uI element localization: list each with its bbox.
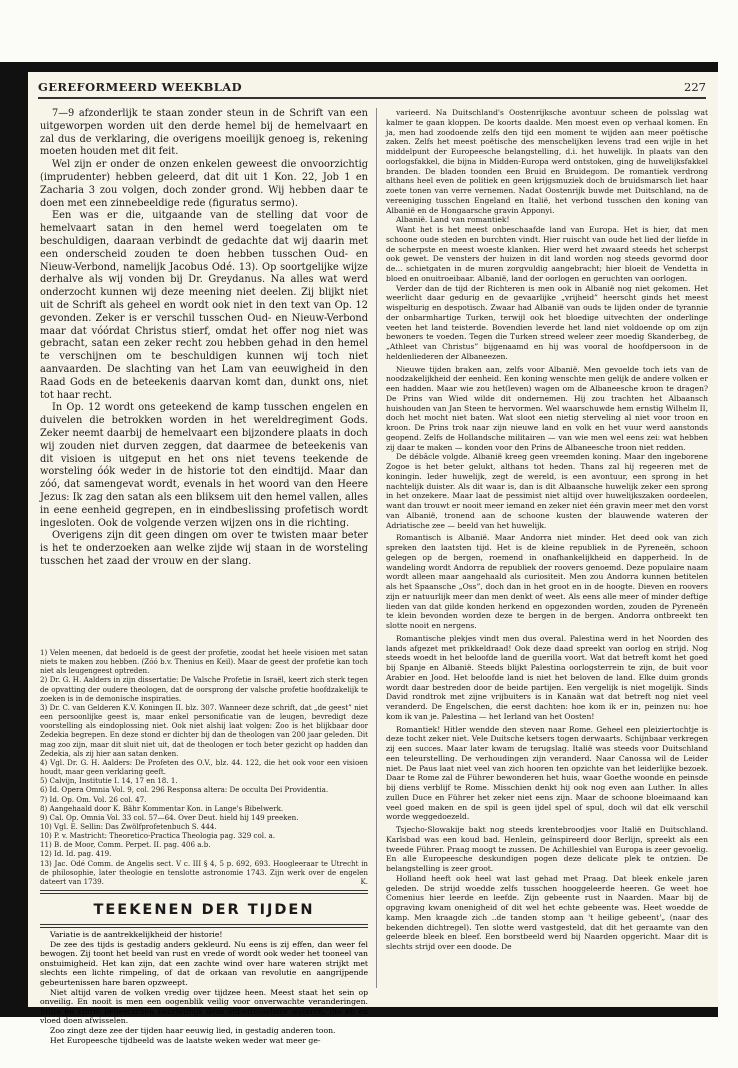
heading-rule-bottom [40,924,368,928]
article-paragraph: Holland heeft ook heel wat last gehad met Praag. Dat bleek enkele jaren geleden. De strijd woedde zelfs tusschen hooggeleerde heeren. Ge weet hoe Comenius hier leerde en leefde. Zijn gebeente rust in Naarden. Maar bij de opgraving kwam onenigheid of dit wel het echte gebeente was. Heet woedde de kamp. Men kraagde zich ..de tanden stomp aan 't heilige gebeent'„ (naar des bekenden dichtregel). Ten slotte werd vastgesteld, dat dit het geraamte van den geleerde bleek en bleef. Een borstbeeld werd bij Naarden opgericht. Maar dit is slechts strijd over een doode. De [386,873,708,951]
footnote: 4) Vgl. Dr. G. H. Aalders: De Profeten des O.V., blz. 44. 122, die het ook voor een visioen houdt, maar geen verklaring geeft. [40,757,368,777]
article-paragraph: varieerd. Na Duitschland's Oostenrijksche avontuur scheen de polsslag wat kalmer te gaan kloppen. De koorts daalde. Men moest even op verhaal komen. En ja, men had zoodoende zelfs den tijd een moment te wijden aan meer poëtische zaken. Zelfs het meest poëtische des menschelijken levens trad een wijle in het middelpunt der Europeesche belangstelling, d.i. het huwelijk. In plaats van den oorlogsfakkel, die bijna in Midden-Europa werd ontstoken, ging de huwelijksfakkel branden. De bladen toonden een Bruid en Bruidegom. De romantiek verdrong althans heel even de politiek en geen krijgsmuziek doch de bruidsmarsch liet haar zoete tonen van verre vernemen. Nadat Oostenrijk buwde met Duitschland, na de vereeniging tusschen Engeland en Italië, het verbond tusschen den koning van Albanië en de Hongaarsche gravin Apponyi. [386,108,708,215]
page-header [38,80,706,96]
footnote: 10) P. v. Mastricht: Theoretico-Practica Theologia pag. 329 col. a. [40,831,276,841]
footnote: 13) Jac. Odé Comm. de Angelis sect. V c. III § 4, 5 p. 692, 693. Hoogleeraar te Utrecht in de philosophie, later theologie en tenslotte astronomie 1743. Zijn werk over de engelen dateert van 1739. K. [40,858,368,886]
footnote: 3) Dr. C. van Gelderen K.V. Koningen II. blz. 307. Wanneer deze schrift, dat „de geest” niet een persoonlijke geest is, maar enkel personificatie van de leugen, bevredigt deze voorstelling als eindoplossing niet. Ook niet alshij laat volgen: Zoo is het blijkbaar door Zedekia begrepen. En deze stond er dichter bij dan de theologen van 200 jaar geleden. Dit mag zoo zijn, maar dit sluit niet uit, dat de theologen er toch beter gezicht op hadden dan Zedekia, als zij hier aan satan denken. [40,702,368,758]
article-paragraph: Romantiek! Hitler wendde den steven naar Rome. Geheel een pleiziertochtje is deze tocht zeker niet. Vele Duitsche ketsers togen derwaarts. Schijnbaar verkregen zij een succes. Maar later kwam de terugslag. Italië was steeds voor Duitschland een teleurstelling. De verhoudingen zijn veranderd. Naar Canossa wil de Leider niet. De Paus laat niet veel van zich hooren ten opzichte van het leiderlijke bezoek. Daar te Rome zal de Führer bewonderen het huis, waar Goethe woonde en peinsde bij diens verblijf te Rome. Misschien denkt hij ook nog even aan Luther. In alles zullen Duce en Führer het zeker niet eens zijn. Maar de schoone bloeimaand kan veel goed maken en de spil is geen ijdel spel of spul, doch wil dat elk verschil worde weggedoezeld. [386,724,708,822]
publication-title: GEREFORMEERD WEEKBLAD [38,80,242,94]
section-paragraph: Niet altijd varen de volken vredig over tijdzee heen. Meest staat het sein op onveilig. En nooit is men een oogenblik veilig voor onverwachte veranderingen. Stilte en storm beheerschen beurtelings deze onbetrouwbare wateren, die eb en vloed doen afwisselen. [40,987,368,1026]
article-paragraph: Wel zijn er onder de onzen enkelen geweest die onvoorzichtig (imprudenter) hebben geleerd, dat dit uit 1 Kon. 22, Job 1 en Zacharia 3 zou volgen, doch zonder grond. Wij hebben daar te doen met een zinnebeeldige rede (figuratus sermo). [40,159,368,209]
footnote: 1) Velen meenen, dat bedoeld is de geest der profetie, zoodat het heele visioen met satan niets te maken zou hebben. (Zóó b.v. Thenius en Keil). Maar de geest der profetie kan toch niet als leugengeest optreden. [40,648,368,676]
footnote: 5) Calvijn, Institutie I. 14, 17 en 18. 1. [40,776,178,786]
scan-binding-edge [0,62,28,1017]
article-paragraph: In Op. 12 wordt ons geteekend de kamp tusschen engelen en duivelen die betrokken worden in het wereldregiment Gods. Zeker neemt daarbij de hemelvaart een bijzondere plaats in doch wij zouden niet durven zeggen, dat daarmee de beteekenis van dit visioen is uitgeput en het ons niet tevens teekende de worsteling óók weder in de historie tot den eindtijd. Maar dan zóó, dat samengevat wordt, evenals in het woord van den Heere Jezus: Ik zag den satan als een bliksem uit den hemel vallen, alles in eene eenheid gegrepen, en in eindbeslissing profetisch wordt ingesloten. Ook de volgende verzen wijzen ons in die richting. [40,402,368,529]
footnote: 11) B. de Moor, Comm. Perpet. II. pag. 406 a.b. [40,840,211,850]
footnote: 9) Cal. Op. Omnia Vol. 33 col. 57—64. Over Deut. hield hij 149 preeken. [40,812,299,822]
footnote: 7) Id. Op. Om. Vol. 26 col. 47. [40,794,147,804]
section-title: TEEKENEN DER TIJDEN [93,902,315,918]
article-paragraph: Een was er die, uitgaande van de stelling dat voor de hemelvaart satan in den hemel werd toegelaten om te beschuldigen, daaraan verbindt de gedachte dat wij daarin met een onderscheid zouden te doen hebben tusschen Oud- en Nieuw-Verbond, namelijk Jacobus Odé. 13). Op soortgelijke wijze derhalve als wij vonden bij Dr. Greydanus. Na alles wat werd onderzocht kunnen wij deze meening niet deelen. Zij blijkt niet uit de Schrift als geheel en wordt ook niet in den text van Op. 12 gevonden. Zeker is er verschil tusschen Oud- en Nieuw-Verbond maar dat vóórdat Christus stierf, omdat het offer nog niet was gebracht, satan een zeker recht zou hebben gehad in den hemel te verschijnen om te beschuldigen kunnen wij toch niet aanvaarden. De slachting van het Lam van eeuwigheid in den Raad Gods en de beteekenis daarvan komt dan, dunkt ons, niet tot haar recht. [40,210,368,401]
article-paragraph: Romantisch is Albanië. Maar Andorra niet minder. Het deed ook van zich spreken den laatsten tijd. Het is de kleine republiek in de Pyreneën, schoon gelegen op de bergen, roemend in onafhankelijkheid en dapperheid. In de wandeling wordt Andorra de republiek der roovers genoemd. Deze populaire naam wordt alleen maar aangehaald als curiositeit. Men zou Andorra kunnen betitelen als het Spaansche „Oss”, doch dan in het groot en in de hoogte. Dieven en roovers zijn er natuurlijk meer dan men denkt of weet. Als eens alle meer of minder deftige lieden van dat gilde konden herkend en opgezonden worden, zouden de Pyreneën te klein bevonden worden deze te bergen in de bergen. Andorra ontbreekt ten slotte nooit en nergens. [386,533,708,630]
section-paragraph: Het Europeesche tijdbeeld was de laatste weken weder wat meer ge- [50,1035,321,1045]
article-paragraph: Tsjecho-Slowakije bakt nog steeds krentebroodjes voor Italië en Duitschland. Karlsbad was een koud bad. Henlein, geïnspireerd door Berlijn, spreekt als een tweede Führer. Praag moogt te zussen. De Achilleshiel van Europa is zeer gevoelig. En alle Europeesche deskundigen pogen deze delicate plek te ontzien. De belangstelling is zeer groot. [386,825,708,873]
header-rule [38,97,706,99]
footnote: 2) Dr. G. H. Aalders in zijn dissertatie: De Valsche Profetie in Israël, keert zich sterk tegen de opvatting der oudere theologen, dat de oorsprong der valsche profetie hoofdzakelijk te zoeken is in de demonische inspiraties. [40,675,368,703]
column-divider [376,108,377,988]
article-paragraph: Nieuwe tijden braken aan, zelfs voor Albanië. Men gevoelde toch iets van de noodzakelijkheid der eenheid. Een koning wenschte men gelijk de andere volken er een hadden. Maar wie zou het(leven) wagen om de Albaneesche kroon te dragen? De Prins van Wied wilde dit ondernemen. Hij zou trachten het Albaansch huishouden van Jan Steen te hervormen. Wel waarschuwde hem ernstig Wilhelm II, doch het mocht niet baten. Wat sloot een nietig sterveling al niet voor troon en kroon. De Prins trok naar zijn nieuwe land en volk en het vuur werd aanstonds geopend. Zelfs de Hollandsche militairen — van wie men wel eens zei: wat hebben zij daar te maken — konden voor den Prins de Albaneesche troon niet redden. [386,364,708,452]
article-paragraph: Want het is het meest onbeschaafde land van Europa. Het is hier, dat men schoone oude steden en burchten vindt. Hier ruischt van oude het lied der liefde in de scherpste en meest woeste klanken. Hier werd het zwaard steeds het scherpst ook gewet. De vensters der huizen in dit land worden nog steeds gevormd door de... schietgaten in de muren zorgvuldig aangebracht; hier bloeit de Vendetta in bloed en onuitroeibaar. Albanië, land der oorlogen en geruchten van oorlogen. [386,225,708,283]
article-paragraph: Verder dan de tijd der Richteren is men ook in Albanië nog niet gekomen. Het weerlicht daar gedurig en de gevaarlijke „vrijheid” heerscht ginds het meest wispelturig en despotisch. Zwaar had Albanië van ouds te lijden onder de tyrannie der onbarmhartige Turken, terwijl ook het bloedige uitvechten der onderlinge veeten het land teisterde. Bovendien leverde het land niet voldoende op om zijn bewoners te voeden. Tegen die Turken streed weleer zeer moedig Skanderbeg, de „Athleet van Christus” bijgenaamd en hij was vooral de hoofdpersoon in de heldenliederen der Albaneezen. [386,283,708,361]
footnote: 6) Id. Opera Omnia Vol. 9, col. 296 Responsa altera: De occulta Dei Providentia. [40,785,329,795]
article-paragraph: 7—9 afzonderlijk te staan zonder steun in de Schrift van een uitgeworpen worden uit den derde hemel bij de hemelvaart en zal dus de verklaring, die overigens moeilijk genoeg is, rekening moeten houden met dit feit. [40,108,368,158]
heading-rule-top [40,890,368,894]
section-paragraph: Zoo zingt deze zee der tijden haar eeuwig lied, in gestadig anderen toon. [50,1025,336,1035]
footnotes [40,648,368,888]
article-paragraph: Overigens zijn dit geen dingen om over te twisten maar beter is het te onderzoeken aan welke zijde wij staan in de worsteling tusschen het zaad der vrouw en der slang. [40,530,368,567]
author-signature: K. [360,876,368,886]
section-body [40,930,368,1045]
right-column-article [386,108,708,988]
footnote: 10) Vgl. E. Sellin: Das Zwölfprofetenbuch S. 444. [40,821,217,831]
section-paragraph: De zee des tijds is gestadig anders gekleurd. Nu eens is zij effen, dan weer fel bewogen. Zij toont het beeld van rust en vrede of wordt ook weder het tooneel van onstuimigheid. Het kan zijn, dat een zachte wind over hare wateren strijkt met slechts een lichte rimpeling, of dat de orkaan van revolutie en aangrijpende gebeurtenissen hare baren opzweept. [40,939,368,987]
section-paragraph: Variatie is de aantrekkelijkheid der historie! [50,930,223,939]
page-number: 227 [684,80,706,94]
article-paragraph: Albanië. Land van romantiek! [396,215,510,225]
section-heading-block [40,890,368,930]
article-paragraph: Romantische plekjes vindt men dus overal. Palestina werd in het Noorden des lands afgezet met prikkeldraad! Ook deze daad spreekt van oorlog en strijd. Nog steeds woedt in het beloofde land de guerilla voort. Wat dat betreft komt het goed bij Spanje en Albanië. Steeds blijkt Palestina oorlogsterrein te zijn, de buit voor Arabier en Jood. Het beloofde land is niet het beloven de land. Elke duim gronds wordt daar bestreden door de beide partijen. Een vergelijk is niet mogelijk. Sinds David rondtrok met zijne vrijbuiters is in Kanaän wat dat betreft nog niet veel veranderd. De Engelschen, die eerst dachten: hoe kom ik er in, peinzen nu: hoe kom ik van je. Palestina — het Ierland van het Oosten! [386,633,708,721]
scan-top-edge [28,62,718,72]
footnote: 8) Aangehaald door K. Bähr Kommentar Kon. in Lange's Bibelwerk. [40,803,284,813]
article-paragraph: De débâcle volgde. Albanië kreeg geen vreemden koning. Maar den ingeborene Zogoe is het beter gelukt, althans tot heden. Thans zal hij regeeren met de koningin. Ieder huwelijk, zegt de wereld, is een avontuur, een sprong in het nachtelijk duister. Als dit waar is, dan is dit Albaansche huwelijk zeker een sprong in het onzekere. Maar laat de pessimist niet altijd over huwelijkszaken oordeelen, want dan trouwt er nooit meer iemand en zeker niet één gravin meer met den vorst van Albanië, tronend aan de schoone kusten der blauwende wateren der Adriatische zee — beeld van het huwelijk. [386,452,708,530]
footnote: 12) Id. Id. pag. 419. [40,849,112,859]
left-column-article [40,108,368,643]
